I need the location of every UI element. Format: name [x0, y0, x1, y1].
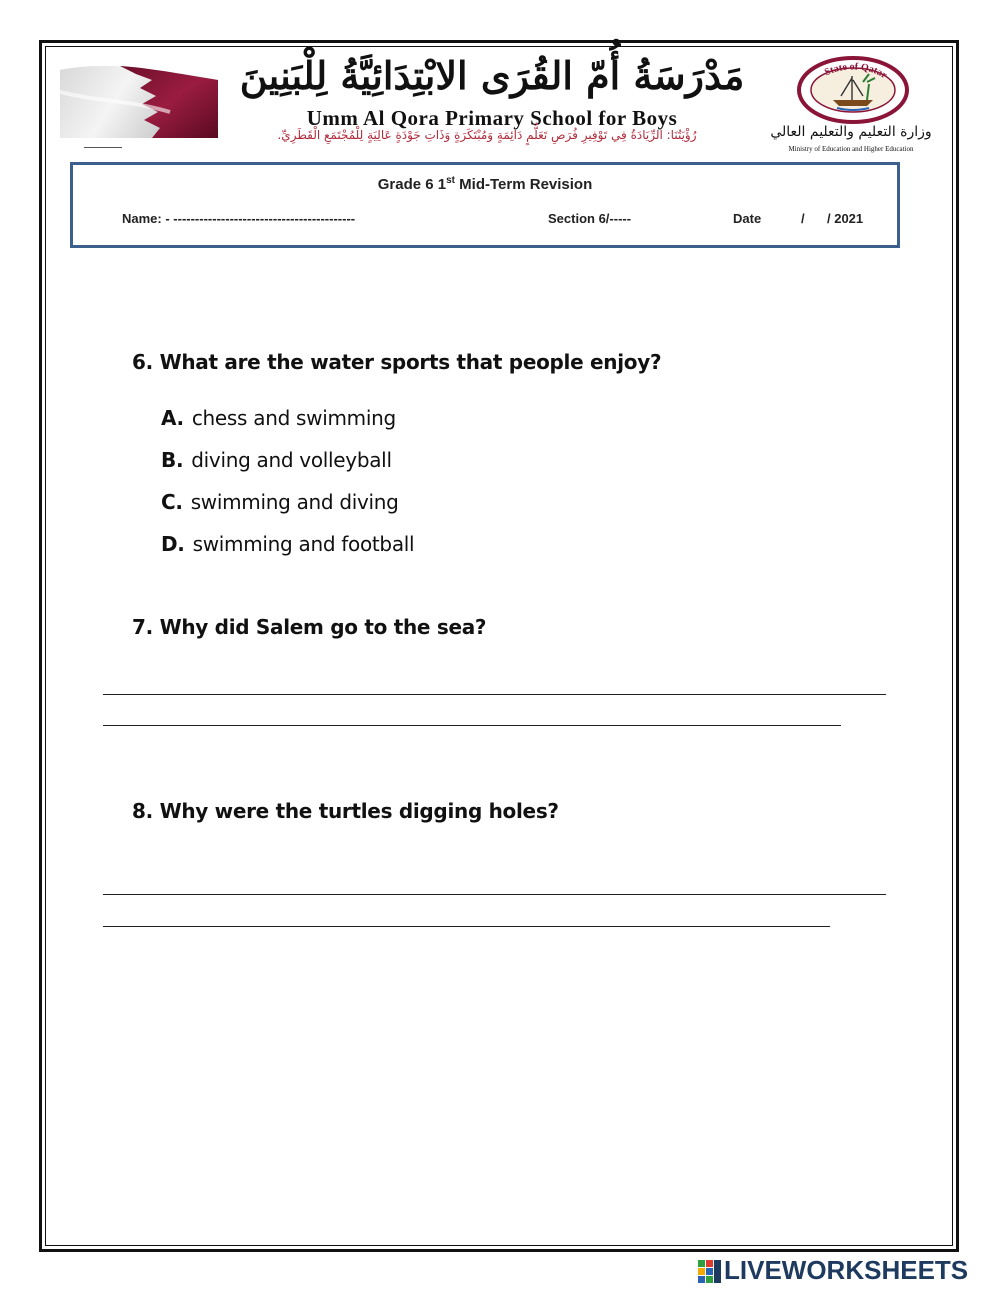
- liveworksheets-brand[interactable]: LIVEWORKSHEETS: [724, 1255, 969, 1285]
- ministry-name-arabic: وزارة التعليم والتعليم العالي: [770, 124, 932, 140]
- question-7-title: 7. Why did Salem go to the sea?: [132, 615, 487, 639]
- state-of-qatar-seal: [797, 56, 909, 124]
- school-name-english: Umm Al Qora Primary School for Boys: [306, 106, 678, 130]
- qatar-flag-image: [60, 62, 218, 138]
- option-d[interactable]: D. swimming and football: [161, 532, 415, 556]
- school-name-arabic: مَدْرَسَةُ أُمّ القُرَى الابْتِدَائِيَّةُ لِلْبَنِينَ: [239, 53, 745, 98]
- revision-title: Grade 6 1st Mid-Term Revision: [377, 175, 593, 193]
- liveworksheets-logo-icon: [698, 1260, 722, 1284]
- name-field-label[interactable]: Name: - ------------------------------------------: [122, 211, 356, 226]
- date-year[interactable]: / 2021: [827, 211, 864, 226]
- answer-line-8-2[interactable]: [103, 926, 830, 927]
- question-6-title: 6. What are the water sports that people enjoy?: [132, 350, 662, 374]
- date-separator: /: [801, 211, 805, 226]
- answer-line-7-2[interactable]: [103, 725, 841, 726]
- option-b[interactable]: B. diving and volleyball: [161, 448, 392, 472]
- ministry-name-english: Ministry of Education and Higher Education: [788, 145, 914, 153]
- date-label: Date: [733, 211, 762, 226]
- divider: [84, 147, 122, 148]
- question-8-title: 8. Why were the turtles digging holes?: [132, 799, 559, 823]
- option-c[interactable]: C. swimming and diving: [161, 490, 399, 514]
- answer-line-7-1[interactable]: [103, 694, 886, 695]
- seal-text: State of Qatar: [822, 61, 889, 82]
- option-a[interactable]: A. chess and swimming: [161, 406, 396, 430]
- answer-line-8-1[interactable]: [103, 894, 886, 895]
- student-info-box: [70, 162, 900, 248]
- school-vision-arabic: رُؤْيَتُنَا: الرِّيَادَةُ فِي تَوْفِيرِ فُرَصِ تَعَلُّمٍ دَائِمَةٍ وَمُبْتَكَرَةٍ وَذَاتِ جَوْدَةٍ عَالِيَةٍ لِلْمُجْتَمَعِ الْقَطَرِيِّ.: [277, 128, 697, 142]
- section-field-label[interactable]: Section 6/-----: [548, 211, 632, 226]
